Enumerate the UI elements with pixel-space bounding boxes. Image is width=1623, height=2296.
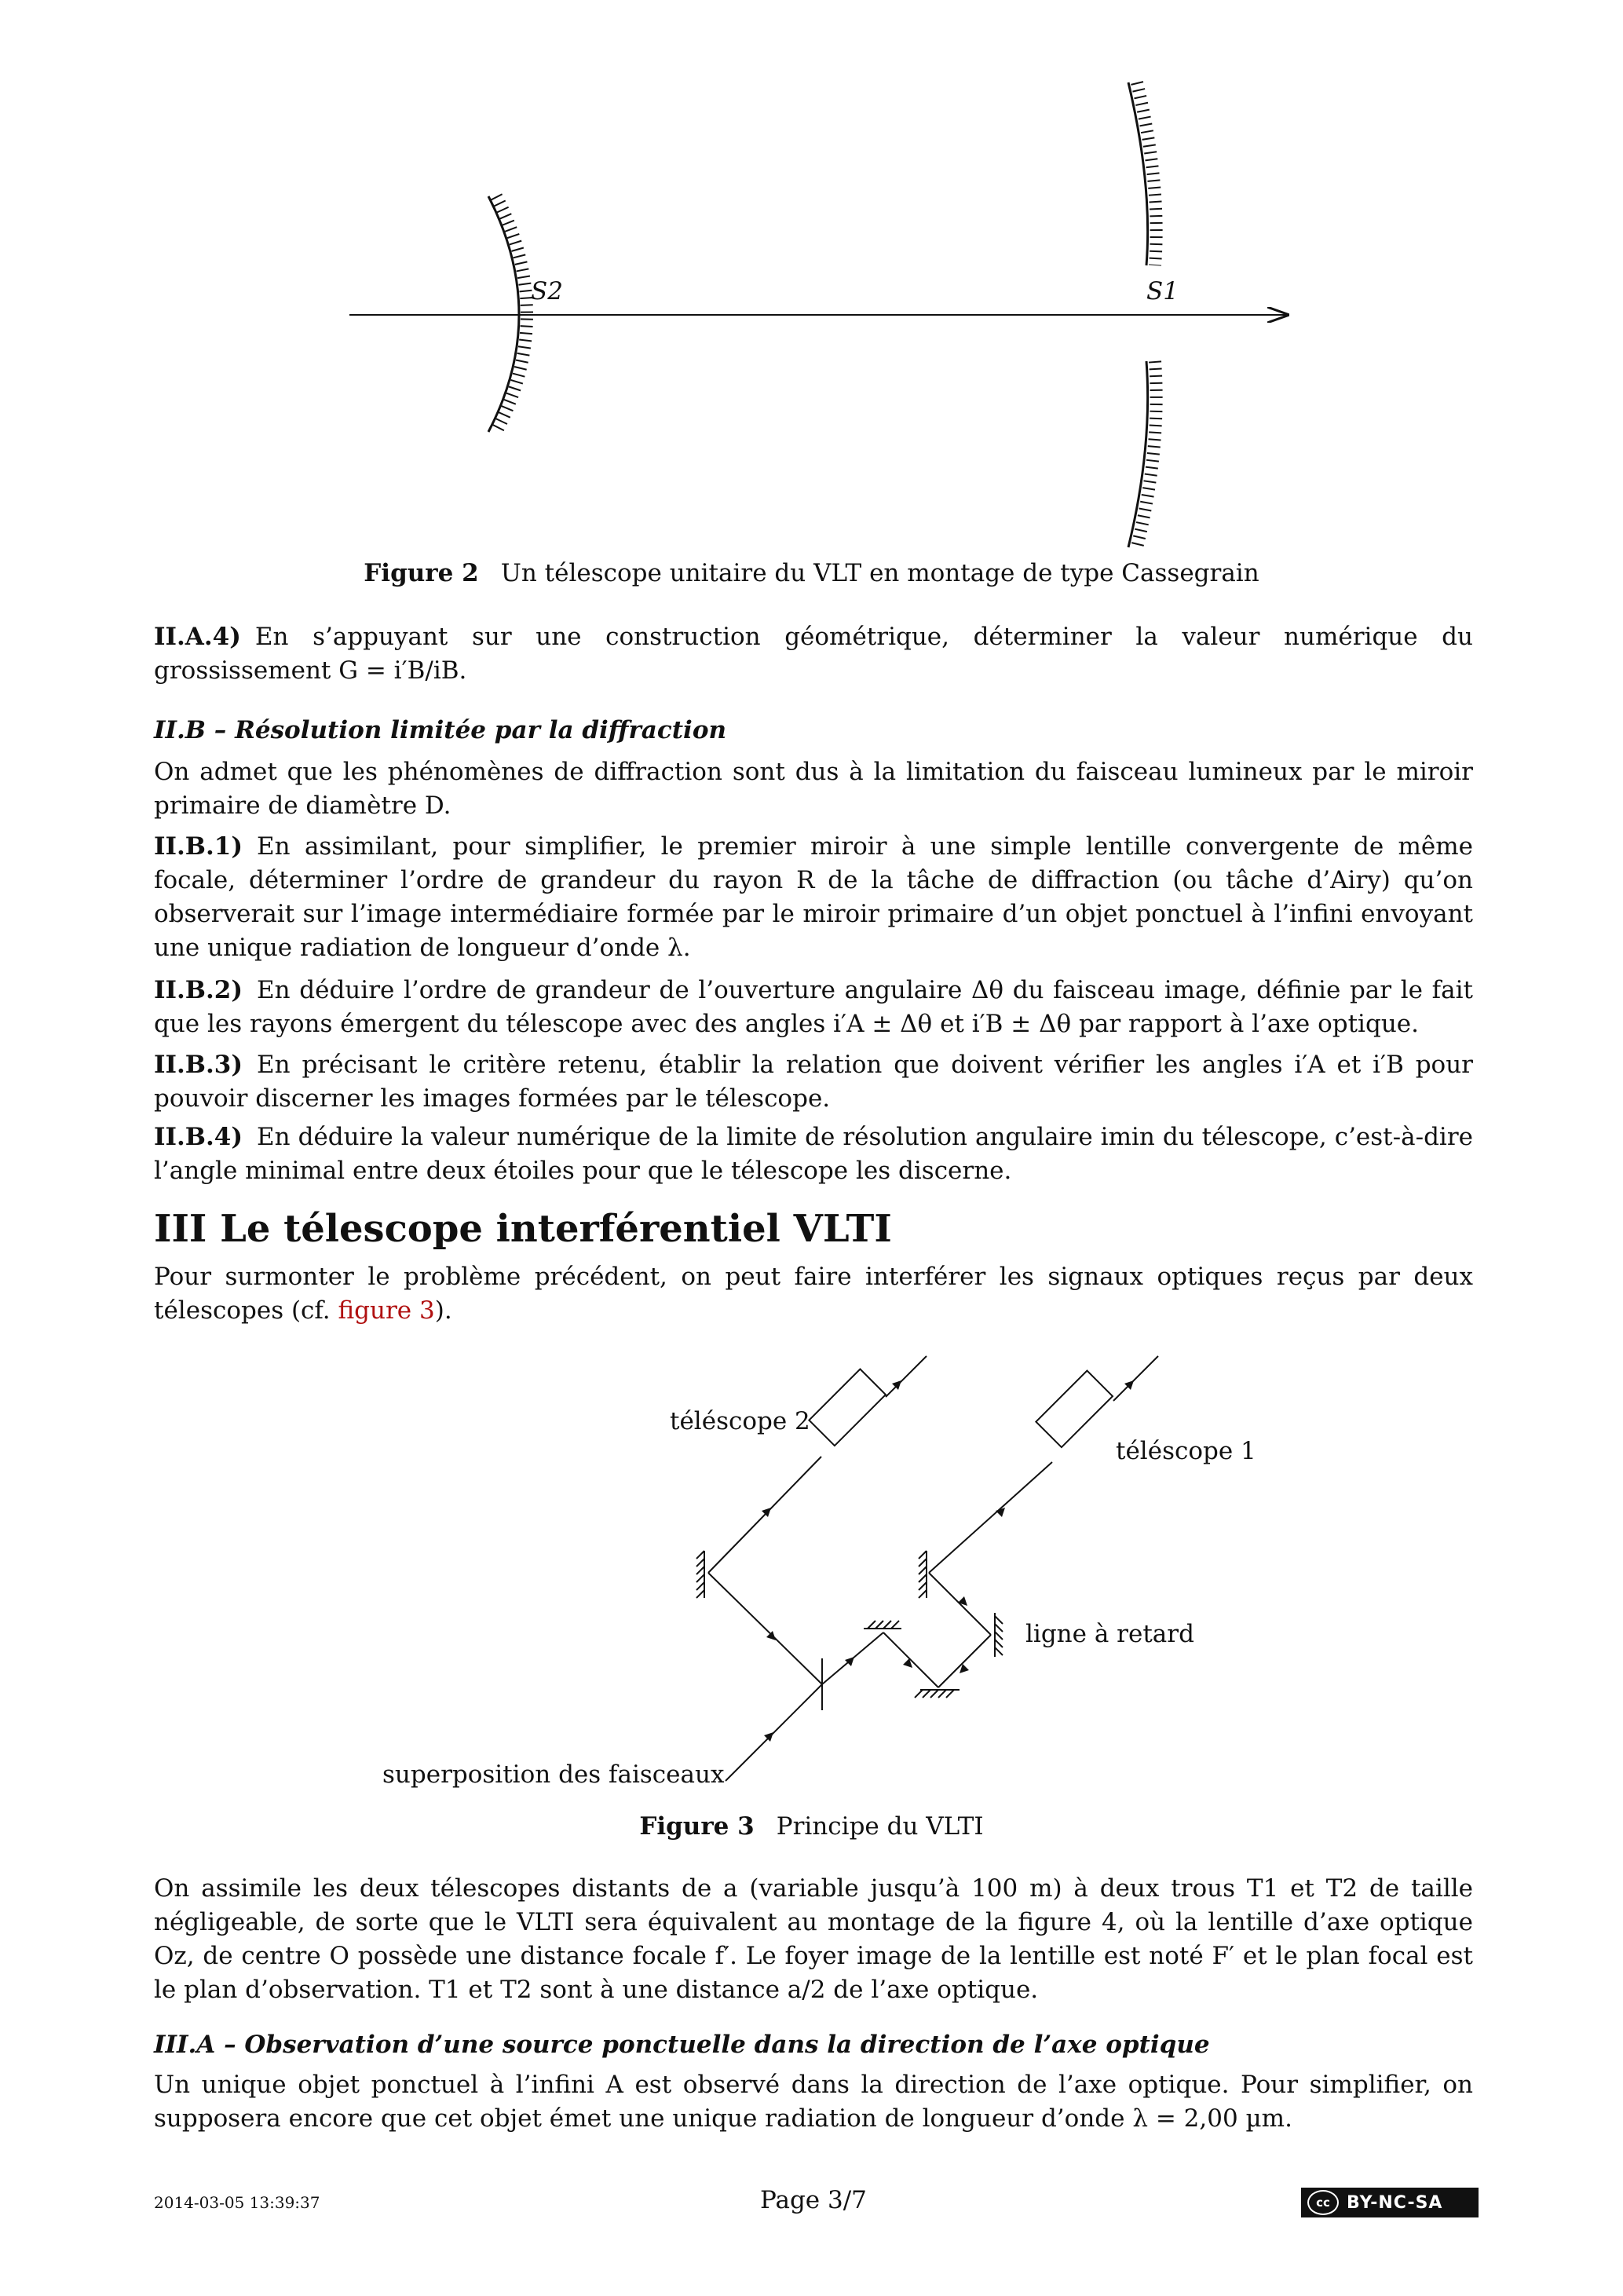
telescope-1-box	[1036, 1371, 1113, 1448]
question-number: II.B.1)	[154, 832, 243, 861]
beam-telescope-1-mid	[929, 1462, 1052, 1573]
paragraph-III-intro	[154, 1260, 1473, 1328]
question-number: II.B.2)	[154, 976, 243, 1004]
question-text: En déduire la valeur numérique de la limite de résolution angulaire imin du télescope, c’est-à-dire l’angle minimal entre deux étoiles pour que le télescope les discerne.	[154, 1123, 1473, 1185]
beam-output	[726, 1684, 822, 1781]
beam-telescope-2-mid	[708, 1457, 821, 1573]
subsection-IIIA-title: III.A – Observation d’une source ponctuelle dans la direction de l’axe optique	[154, 2031, 1210, 2059]
label-s1: S1	[1146, 277, 1179, 305]
intro-text-before: Pour surmonter le problème précédent, on peut faire interférer les signaux optiques reçus par deux télescopes (cf.	[154, 1263, 1473, 1325]
question-number: II.B.4)	[154, 1123, 243, 1151]
subsection-IIB-title: II.B – Résolution limitée par la diffraction	[154, 716, 727, 744]
intro-text-after: ).	[434, 1296, 452, 1325]
figure-3-number: Figure 3	[639, 1812, 755, 1841]
beam-delay-up	[883, 1632, 938, 1687]
primary-mirror-s1-upper	[1128, 82, 1157, 265]
beam-delay-down	[938, 1635, 991, 1687]
paragraph-IIIA: Un unique objet ponctuel à l’infini A est observé dans la direction de l’axe optique. Pour simplifier, on supposera encore que cet objet émet une unique radiation de longueur d’onde λ = 2,00 µm.	[154, 2071, 1473, 2133]
beam-telescope-1-in	[1113, 1356, 1158, 1401]
question-text: En précisant le critère retenu, établir la relation que doivent vérifier les angles i′A et i′B pour pouvoir discerner les images formées par le télescope.	[154, 1051, 1473, 1113]
paragraph-IIB-intro: On admet que les phénomènes de diffraction sont dus à la limitation du faisceau lumineux par le miroir primaire de diamètre D.	[154, 758, 1473, 820]
page-number: Page 3/7	[760, 2186, 867, 2214]
beam-arrowheads	[762, 1380, 1134, 1742]
question-number: II.B.3)	[154, 1051, 243, 1079]
question-number: II.A.4)	[154, 623, 241, 651]
figure-2-caption-text: Un télescope unitaire du VLT en montage de type Cassegrain	[500, 559, 1259, 587]
label-superposition: superposition des faisceaux	[382, 1760, 725, 1789]
telescope-2-box	[809, 1369, 886, 1446]
question-IIB4	[154, 1121, 1473, 1188]
footer-timestamp: 2014-03-05 13:39:37	[154, 2193, 320, 2212]
question-IIB2	[154, 974, 1473, 1041]
question-IIA4	[154, 620, 1473, 688]
figure-3-caption	[0, 1812, 1623, 1841]
figure-2-cassegrain-diagram	[0, 0, 1623, 565]
label-s2: S2	[531, 277, 563, 305]
label-telescope-2: téléscope 2	[670, 1407, 810, 1435]
question-text: En s’appuyant sur une construction géométrique, déterminer la valeur numérique du grossissement G = i′B/iB.	[154, 623, 1473, 685]
label-delay-line: ligne à retard	[1025, 1620, 1194, 1648]
question-text: En déduire l’ordre de grandeur de l’ouverture angulaire Δθ du faisceau image, définie par le fait que les rayons émergent du télescope avec des angles i′A ± Δθ et i′B ± Δθ par rapport à l’axe optique.	[154, 976, 1473, 1038]
section-III-title: III Le télescope interférentiel VLTI	[154, 1207, 892, 1251]
primary-mirror-s1-lower	[1128, 361, 1157, 547]
question-IIB3	[154, 1048, 1473, 1116]
figure-3-caption-text: Principe du VLTI	[776, 1812, 984, 1841]
license-badge[interactable]	[1301, 2188, 1479, 2217]
question-text: En assimilant, pour simplifier, le premier miroir à une simple lentille convergente de même focale, déterminer l’ordre de grandeur du rayon R de la tâche de diffraction (ou tâche d’Airy) qu’on observerait sur l’image intermédiaire formée par le miroir primaire d’un objet ponctuel à l’infini envoyant une unique radiation de longueur d’onde λ.	[154, 832, 1473, 962]
figure-3-vlti-diagram	[0, 1335, 1623, 1790]
figure-2-number: Figure 2	[364, 559, 479, 587]
beam-m1-to-delay	[929, 1573, 991, 1635]
question-IIB1	[154, 830, 1473, 965]
creative-commons-icon: cc	[1307, 2190, 1339, 2215]
beam-telescope-2-in	[886, 1356, 927, 1397]
license-text: BY-NC-SA	[1347, 2192, 1443, 2213]
paragraph-III-model: On assimile les deux télescopes distants de a (variable jusqu’à 100 m) à deux trous T1 et T2 de taille négligeable, de sorte que le VLTI sera équivalent au montage de la figure 4, où la lentille d’axe optique Oz, de centre O possède une distance focale f′. Le foyer image de la lentille est noté F′ et le plan focal est le plan d’observation. T1 et T2 sont à une distance a/2 de l’axe optique.	[154, 1874, 1473, 2004]
label-telescope-1: téléscope 1	[1116, 1437, 1256, 1465]
figure-2-caption	[0, 559, 1623, 587]
beam-m2-to-splitter	[708, 1573, 822, 1684]
figure-3-link[interactable]: figure 3	[338, 1296, 435, 1325]
